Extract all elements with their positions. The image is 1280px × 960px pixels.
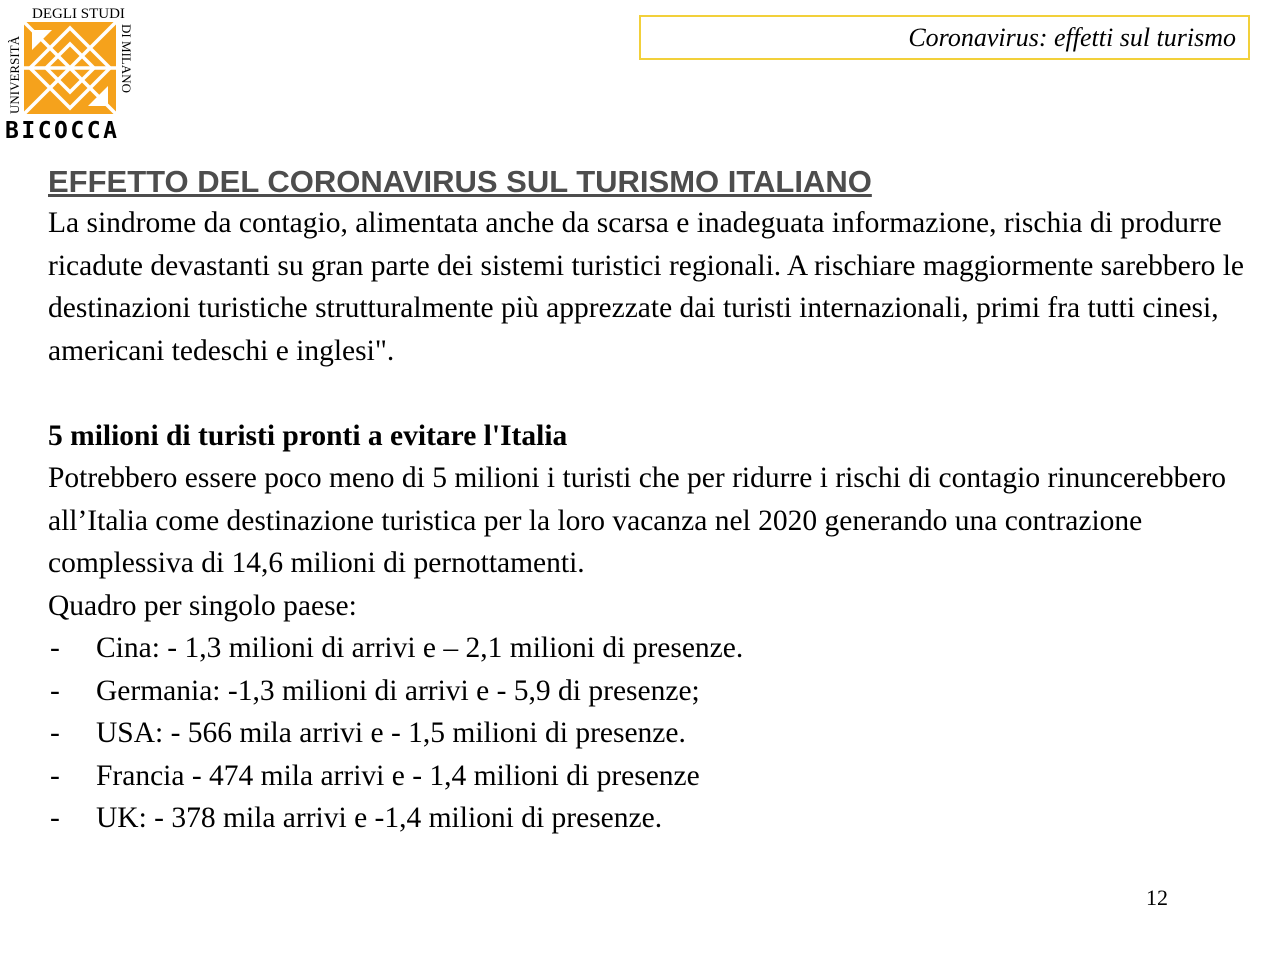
header-title: Coronavirus: effetti sul turismo	[908, 22, 1236, 52]
body-paragraph: Potrebbero essere poco meno di 5 milioni i turisti che per ridurre i rischi di contagio rinuncerebbero all’Italia come destinazione turistica per la loro vacanza nel 2020 generando una contrazione complessiva di 14,6 milioni di pernottamenti.	[48, 462, 1227, 579]
list-item-text: Francia - 474 mila arrivi e - 1,4 milioni di presenze	[96, 759, 700, 792]
spacer	[48, 372, 1258, 415]
bullet-dash: -	[50, 759, 60, 792]
list-item	[48, 627, 1258, 670]
subheading: 5 milioni di turisti pronti a evitare l'Italia	[48, 419, 568, 452]
list-item-text: Germania: -1,3 milioni di arrivi e - 5,9 di presenze;	[96, 674, 700, 707]
bullet-dash: -	[50, 674, 60, 707]
logo-text-right: DI MILANO	[119, 24, 134, 93]
bullet-dash: -	[50, 802, 60, 834]
logo-text-bottom: BICOCCA	[5, 118, 120, 144]
list-intro: Quadro per singolo paese:	[48, 589, 357, 622]
list-item-text: USA: - 566 mila arrivi e - 1,5 milioni di presenze.	[96, 717, 686, 749]
page-number: 12	[1146, 885, 1168, 910]
list-item	[48, 755, 1258, 798]
slide-content	[48, 162, 1258, 840]
country-list	[48, 627, 1258, 840]
list-item	[48, 670, 1258, 713]
list-item	[48, 797, 1258, 840]
bullet-dash: -	[50, 632, 60, 664]
intro-paragraph: La sindrome da contagio, alimentata anche da scarsa e inadeguata informazione, rischia di produrre ricadute devastanti su gran parte dei sistemi turistici regionali. A rischiare maggiormente sarebbero le destinazioni turistiche strutturalmente più apprezzate dai turisti internazionali, primi fra tutti cinesi, americani tedeschi e inglesi".	[48, 207, 1244, 367]
logo-text-top: DEGLI STUDI	[32, 6, 125, 22]
university-logo	[2, 2, 140, 144]
header-box	[639, 15, 1250, 60]
list-item-text: UK: - 378 mila arrivi e -1,4 milioni di presenze.	[96, 802, 663, 834]
section-heading: EFFETTO DEL CORONAVIRUS SUL TURISMO ITALIANO	[48, 164, 872, 199]
list-item-text: Cina: - 1,3 milioni di arrivi e – 2,1 milioni di presenze.	[96, 632, 744, 664]
logo-text-left: UNIVERSITÀ	[7, 36, 22, 114]
bullet-dash: -	[50, 717, 60, 749]
list-item	[48, 712, 1258, 755]
